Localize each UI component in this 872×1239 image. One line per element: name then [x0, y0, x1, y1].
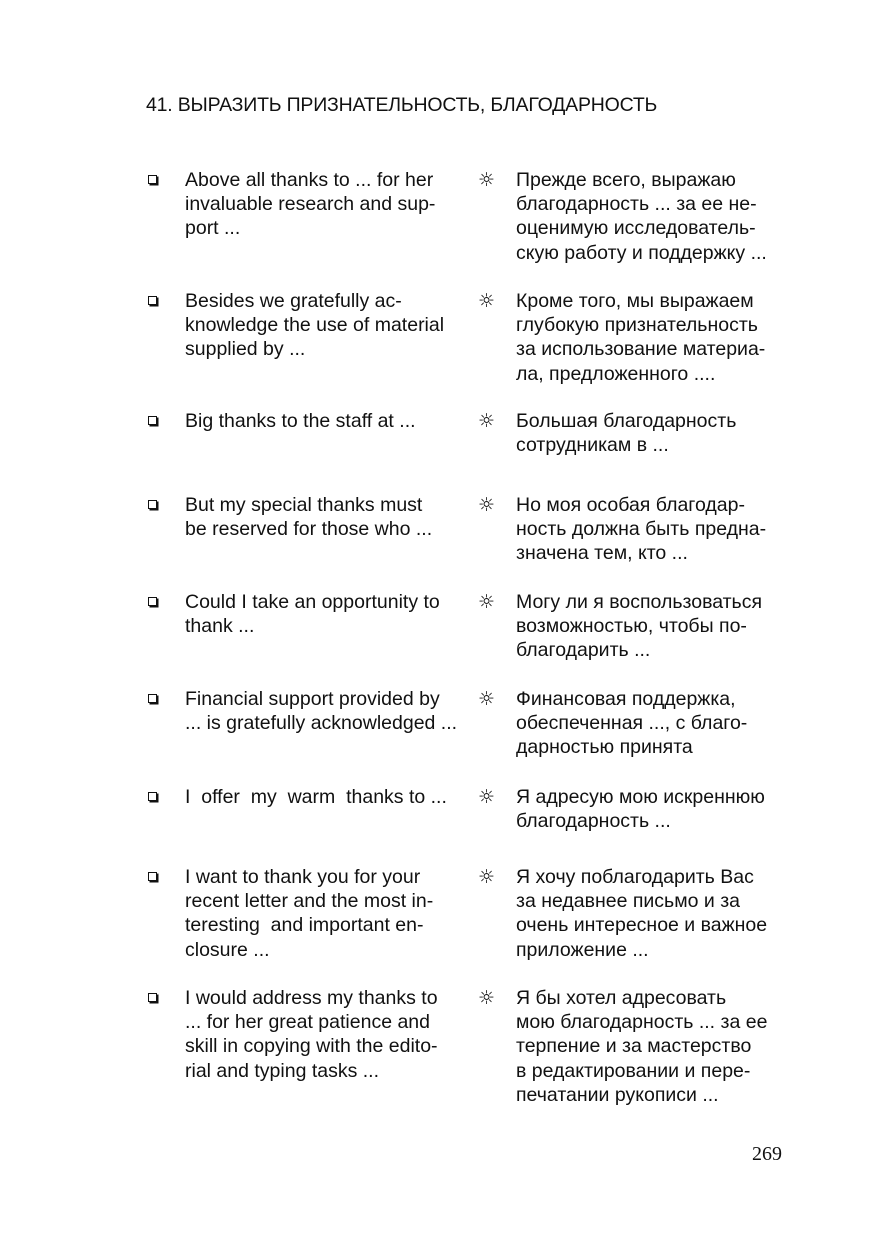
- english-phrase: But my special thanks must be reserved for those who ...: [185, 494, 433, 541]
- sun-bullet-icon: ☼: [478, 866, 496, 888]
- russian-translation: Я хочу поблагодарить Вас за недавнее письмо и за очень интересное и важное приложение ...: [516, 866, 768, 961]
- russian-translation: Прежде всего, выражаю благодарность ... за ее не- оценимую исследователь- скую работу и поддержку ...: [516, 169, 767, 264]
- checkbox-bullet-icon: [148, 175, 157, 184]
- english-phrase: I want to thank you for your recent letter and the most in- teresting and important en- closure ...: [185, 866, 434, 961]
- checkbox-bullet-icon: [148, 993, 157, 1002]
- sun-bullet-icon: ☼: [478, 987, 496, 1009]
- russian-translation: Большая благодарность сотрудникам в ...: [516, 410, 737, 457]
- checkbox-bullet-icon: [148, 872, 157, 881]
- checkbox-bullet-icon: [148, 296, 157, 305]
- sun-bullet-icon: ☼: [478, 169, 496, 191]
- sun-bullet-icon: ☼: [478, 290, 496, 312]
- sun-bullet-icon: ☼: [478, 786, 496, 808]
- english-phrase: I offer my warm thanks to ...: [185, 786, 447, 808]
- russian-translation: Кроме того, мы выражаем глубокую признательность за использование материа- ла, предложенного ....: [516, 290, 766, 385]
- page-number: 269: [752, 1143, 782, 1165]
- checkbox-bullet-icon: [148, 500, 157, 509]
- sun-bullet-icon: ☼: [478, 591, 496, 613]
- english-phrase: I would address my thanks to ... for her great patience and skill in copying with the edito- rial and typing tasks ...: [185, 987, 438, 1082]
- russian-translation: Могу ли я воспользоваться возможностью, чтобы по- благодарить ...: [516, 591, 763, 662]
- english-phrase: Besides we gratefully ac- knowledge the use of material supplied by ...: [185, 290, 445, 361]
- sun-bullet-icon: ☼: [478, 410, 496, 432]
- sun-bullet-icon: ☼: [478, 688, 496, 710]
- english-phrase: Above all thanks to ... for her invaluable research and sup- port ...: [185, 169, 436, 240]
- checkbox-bullet-icon: [148, 416, 157, 425]
- section-heading: 41. ВЫРАЗИТЬ ПРИЗНАТЕЛЬНОСТЬ, БЛАГОДАРНОСТЬ: [146, 94, 658, 116]
- russian-translation: Я бы хотел адресовать мою благодарность ... за ее терпение и за мастерство в редактировании и пере- печатании рукописи ...: [516, 987, 768, 1106]
- checkbox-bullet-icon: [148, 597, 157, 606]
- russian-translation: Финансовая поддержка, обеспеченная ..., с благо- дарностью принята: [516, 688, 748, 759]
- sun-bullet-icon: ☼: [478, 494, 496, 516]
- english-phrase: Big thanks to the staff at ...: [185, 410, 416, 432]
- english-phrase: Could I take an opportunity to thank ...: [185, 591, 440, 638]
- english-phrase: Financial support provided by ... is gratefully acknowledged ...: [185, 688, 458, 735]
- russian-translation: Я адресую мою искреннюю благодарность ...: [516, 786, 765, 833]
- checkbox-bullet-icon: [148, 694, 157, 703]
- checkbox-bullet-icon: [148, 792, 157, 801]
- russian-translation: Но моя особая благодар- ность должна быть предна- значена тем, кто ...: [516, 494, 767, 565]
